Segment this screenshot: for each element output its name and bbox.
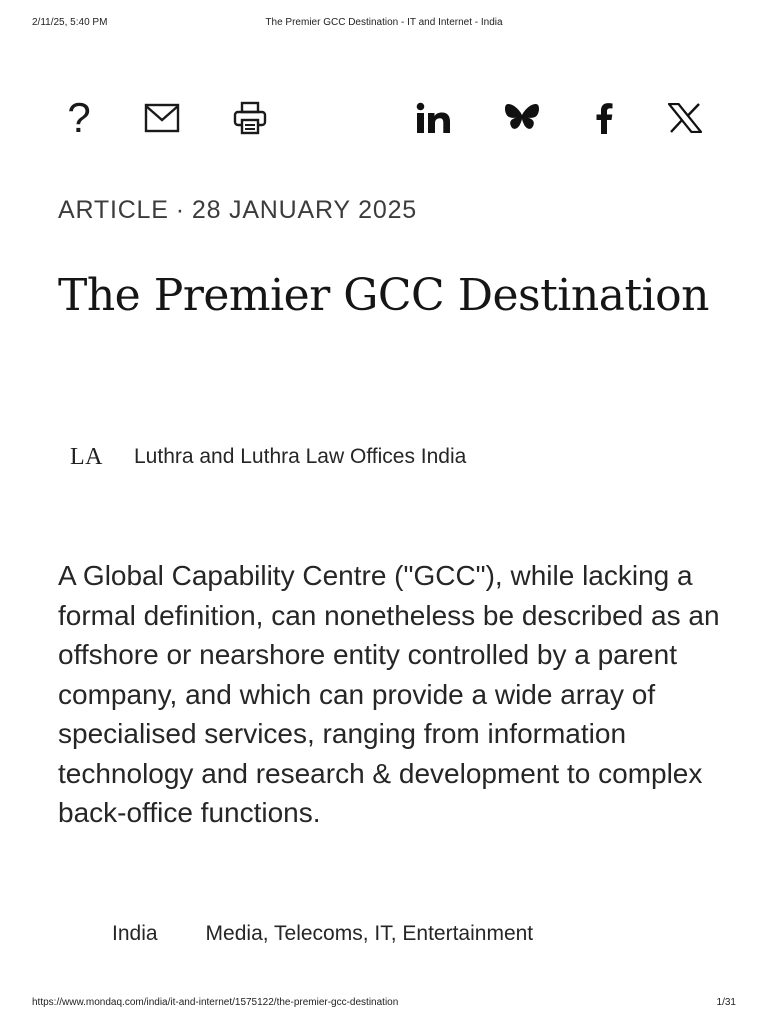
x-icon — [668, 103, 702, 133]
share-x-button[interactable] — [663, 96, 707, 140]
print-url: https://www.mondaq.com/india/it-and-internet/1575122/the-premier-gcc-destination — [32, 997, 399, 1008]
article-tags — [112, 922, 533, 946]
bluesky-icon — [504, 102, 540, 134]
print-page-title: The Premier GCC Destination - IT and Internet - India — [265, 17, 503, 28]
article-date: 28 JANUARY 2025 — [191, 196, 417, 224]
linkedin-icon — [416, 102, 452, 134]
meta-separator: · — [175, 196, 185, 224]
article-toolbar — [0, 96, 768, 144]
article-abstract: A Global Capability Centre ("GCC"), while lacking a formal definition, can nonetheless be described as an offshore or nearshore entity controlled by a parent company, and which can provide a wide array of specialised services, ranging from information technology and research & development to complex back-office functions. — [58, 560, 720, 828]
print-icon — [233, 101, 267, 135]
tag-country[interactable]: India — [112, 922, 158, 945]
print-datetime: 2/11/25, 5:40 PM — [32, 17, 108, 28]
facebook-icon — [594, 102, 614, 134]
print-header — [0, 14, 768, 34]
email-icon — [144, 103, 180, 133]
author-block[interactable] — [70, 440, 466, 474]
print-footer — [0, 994, 768, 1014]
print-button[interactable] — [228, 96, 272, 140]
article-title: The Premier GCC Destination — [58, 270, 710, 321]
email-button[interactable] — [140, 96, 184, 140]
help-button[interactable] — [57, 96, 101, 140]
share-facebook-button[interactable] — [582, 96, 626, 140]
article-meta — [58, 196, 417, 225]
tag-topic[interactable]: Media, Telecoms, IT, Entertainment — [205, 922, 534, 945]
author-logo: LA — [70, 443, 103, 470]
help-icon: ? — [67, 94, 91, 141]
share-linkedin-button[interactable] — [412, 96, 456, 140]
article-type: ARTICLE — [58, 196, 169, 224]
author-name-link[interactable]: Luthra and Luthra Law Offices India — [134, 445, 467, 468]
print-page-number: 1/31 — [716, 997, 736, 1008]
share-bluesky-button[interactable] — [500, 96, 544, 140]
